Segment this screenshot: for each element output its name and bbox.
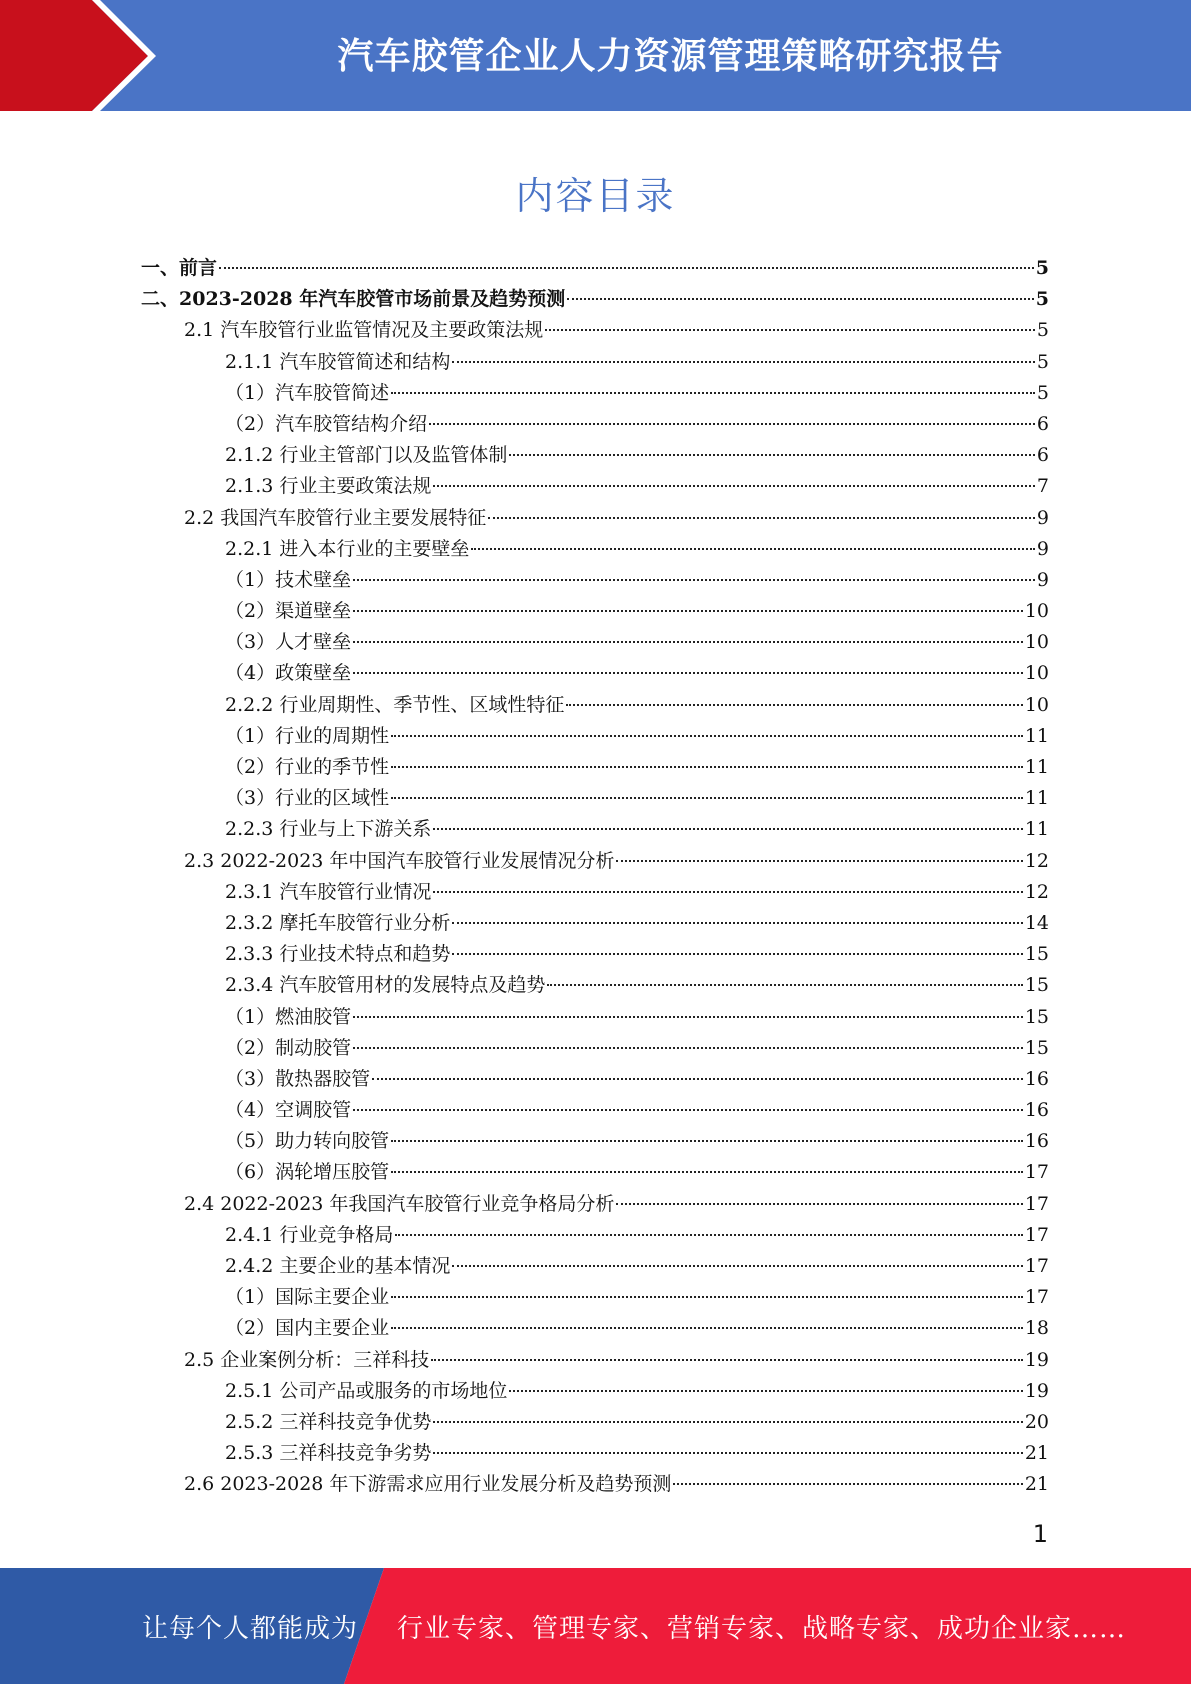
toc-entry-label: 2.3.3 行业技术特点和趋势: [225, 943, 451, 966]
toc-dot-leader: [471, 548, 1035, 550]
toc-entry-page: 17: [1024, 1192, 1049, 1215]
toc-entry-page: 17: [1024, 1286, 1049, 1309]
toc-entry[interactable]: [141, 658, 1049, 689]
toc-entry-label: 2.1.2 行业主管部门以及监管体制: [225, 444, 508, 467]
toc-entry-label: 2.4.1 行业竞争格局: [225, 1223, 394, 1246]
toc-dot-leader: [452, 953, 1022, 955]
toc-entry-label: （1）行业的周期性: [225, 724, 390, 747]
toc-entry[interactable]: [141, 1469, 1049, 1500]
toc-dot-leader: [433, 1452, 1022, 1454]
toc-entry-page: 16: [1024, 1130, 1049, 1153]
toc-dot-leader: [391, 797, 1023, 799]
toc-entry-label: （2）国内主要企业: [225, 1317, 390, 1340]
toc-entry-label: （3）人才壁垒: [225, 631, 352, 654]
toc-entry[interactable]: [141, 378, 1049, 409]
toc-dot-leader: [391, 766, 1023, 768]
toc-entry-label: （2）制动胶管: [225, 1036, 352, 1059]
page-number: 1: [1032, 1520, 1048, 1548]
toc-entry[interactable]: [141, 471, 1049, 502]
toc-entry[interactable]: [141, 1345, 1049, 1376]
toc-entry-page: 18: [1024, 1317, 1049, 1340]
toc-entry[interactable]: [141, 1407, 1049, 1438]
toc-entry-label: 2.2.3 行业与上下游关系: [225, 818, 432, 841]
table-of-contents: [141, 253, 1049, 1501]
toc-entry[interactable]: [141, 315, 1049, 346]
toc-entry-label: （2）行业的季节性: [225, 756, 390, 778]
toc-dot-leader: [391, 1171, 1023, 1173]
toc-entry-label: 2.4 2022-2023 年我国汽车胶管行业竞争格局分析: [184, 1192, 615, 1215]
toc-entry-page: 7: [1036, 475, 1049, 498]
toc-entry-label: 2.2 我国汽车胶管行业主要发展特征: [184, 506, 487, 529]
toc-dot-leader: [566, 704, 1022, 706]
toc-dot-leader: [353, 579, 1035, 581]
toc-entry-page: 10: [1024, 662, 1049, 685]
toc-entry-page: 5: [1036, 319, 1049, 342]
toc-entry[interactable]: [141, 877, 1049, 908]
toc-entry-label: 2.3.4 汽车胶管用材的发展特点及趋势: [225, 974, 546, 997]
toc-entry-page: 17: [1024, 1255, 1049, 1277]
toc-entry[interactable]: [141, 1157, 1049, 1188]
toc-entry-label: 2.5.2 三祥科技竞争优势: [225, 1410, 432, 1433]
toc-entry[interactable]: [141, 846, 1049, 877]
toc-entry-page: 6: [1036, 444, 1049, 467]
toc-dot-leader: [509, 454, 1035, 456]
toc-dot-leader: [545, 329, 1035, 331]
toc-dot-leader: [391, 735, 1023, 737]
toc-entry-label: 2.3.1 汽车胶管行业情况: [225, 880, 432, 903]
toc-dot-leader: [353, 672, 1023, 674]
toc-dot-leader: [219, 267, 1034, 269]
toc-dot-leader: [452, 361, 1035, 363]
toc-entry[interactable]: [141, 409, 1049, 440]
toc-entry-label: （1）国际主要企业: [225, 1286, 390, 1309]
toc-entry-label: 2.1.1 汽车胶管简述和结构: [225, 350, 451, 373]
toc-entry[interactable]: [141, 721, 1049, 752]
toc-entry[interactable]: [141, 627, 1049, 658]
toc-entry[interactable]: [141, 1438, 1049, 1469]
footer-slogan-left: 让每个人都能成为: [142, 1614, 359, 1644]
toc-dot-leader: [431, 1359, 1023, 1361]
toc-entry-page: 5: [1035, 288, 1049, 311]
toc-entry-page: 10: [1024, 631, 1049, 654]
toc-entry-label: 2.5 企业案例分析：三祥科技: [184, 1348, 430, 1371]
toc-entry[interactable]: [141, 690, 1049, 721]
toc-entry[interactable]: [141, 1002, 1049, 1033]
toc-entry-page: 11: [1024, 818, 1049, 841]
toc-entry[interactable]: [141, 814, 1049, 845]
toc-entry-label: （1）技术壁垒: [225, 568, 352, 591]
toc-entry-page: 17: [1024, 1161, 1049, 1184]
toc-entry[interactable]: [141, 1126, 1049, 1157]
toc-entry-page: 20: [1024, 1410, 1049, 1433]
toc-entry[interactable]: [141, 1095, 1049, 1126]
toc-dot-leader: [395, 1234, 1022, 1236]
toc-dot-leader: [547, 984, 1022, 986]
toc-entry-page: 12: [1024, 849, 1049, 872]
toc-dot-leader: [391, 1327, 1023, 1329]
toc-dot-leader: [433, 828, 1022, 830]
toc-entry-label: （1）燃油胶管: [225, 1005, 352, 1028]
toc-dot-leader: [353, 610, 1023, 612]
toc-entry-label: （4）政策壁垒: [225, 662, 352, 685]
toc-entry[interactable]: [141, 284, 1049, 315]
toc-entry-label: （2）渠道壁垒: [225, 600, 352, 623]
toc-entry-label: （3）行业的区域性: [225, 787, 390, 810]
toc-entry-page: 15: [1024, 943, 1049, 966]
toc-dot-leader: [353, 1047, 1023, 1049]
toc-entry-label: 2.5.1 公司产品或服务的市场地位: [225, 1379, 508, 1402]
toc-dot-leader: [509, 1390, 1022, 1392]
toc-dot-leader: [391, 1140, 1023, 1142]
toc-entry-page: 15: [1024, 1005, 1049, 1028]
toc-entry[interactable]: [141, 565, 1049, 596]
toc-entry-page: 21: [1024, 1473, 1049, 1496]
footer-slogan-right: 行业专家、管理专家、营销专家、战略专家、成功企业家……: [397, 1614, 1127, 1644]
toc-entry-page: 19: [1024, 1348, 1049, 1371]
footer-banner: [0, 1568, 1191, 1684]
toc-entry-label: （4）空调胶管: [225, 1099, 352, 1122]
toc-dot-leader: [452, 1265, 1022, 1267]
toc-entry-page: 15: [1024, 1036, 1049, 1059]
toc-entry[interactable]: [141, 1033, 1049, 1064]
toc-entry[interactable]: [141, 440, 1049, 471]
toc-entry-label: 2.2.2 行业周期性、季节性、区域性特征: [225, 693, 565, 716]
toc-dot-leader: [391, 392, 1035, 394]
toc-dot-leader: [353, 1109, 1023, 1111]
toc-entry-label: 二、2023-2028 年汽车胶管市场前景及趋势预测: [141, 288, 566, 311]
toc-entry[interactable]: [141, 908, 1049, 939]
toc-entry-page: 19: [1024, 1379, 1049, 1402]
toc-dot-leader: [616, 1203, 1022, 1205]
toc-entry-page: 16: [1024, 1067, 1049, 1090]
toc-entry-page: 11: [1024, 756, 1049, 778]
toc-entry-page: 17: [1024, 1223, 1049, 1246]
toc-entry[interactable]: [141, 534, 1049, 565]
toc-entry-page: 5: [1036, 381, 1049, 404]
toc-entry[interactable]: [141, 253, 1049, 284]
toc-entry[interactable]: [141, 347, 1049, 378]
toc-dot-leader: [353, 641, 1023, 643]
toc-entry-label: 一、前言: [141, 257, 218, 279]
toc-dot-leader: [433, 891, 1022, 893]
toc-entry-label: 2.1 汽车胶管行业监管情况及主要政策法规: [184, 319, 544, 342]
toc-entry-label: 2.6 2023-2028 年下游需求应用行业发展分析及趋势预测: [184, 1473, 672, 1496]
toc-entry[interactable]: [141, 1064, 1049, 1095]
toc-entry-page: 15: [1024, 974, 1049, 997]
toc-dot-leader: [433, 1421, 1022, 1423]
toc-dot-leader: [616, 860, 1022, 862]
toc-entry[interactable]: [141, 939, 1049, 970]
toc-entry-page: 16: [1024, 1099, 1049, 1122]
toc-entry-page: 10: [1024, 693, 1049, 716]
toc-entry-label: 2.4.2 主要企业的基本情况: [225, 1255, 451, 1277]
toc-entry[interactable]: [141, 970, 1049, 1001]
toc-entry-label: （6）涡轮增压胶管: [225, 1161, 390, 1184]
toc-heading: 内容目录: [515, 174, 676, 218]
toc-dot-leader: [452, 922, 1022, 924]
toc-entry-page: 11: [1024, 787, 1049, 810]
toc-entry-label: （1）汽车胶管简述: [225, 381, 390, 404]
toc-entry[interactable]: [141, 596, 1049, 627]
toc-entry[interactable]: [141, 1376, 1049, 1407]
toc-entry-page: 14: [1024, 911, 1049, 934]
toc-entry[interactable]: [141, 1251, 1049, 1282]
toc-entry-page: 5: [1036, 350, 1049, 373]
toc-dot-leader: [567, 298, 1034, 300]
toc-entry-label: （2）汽车胶管结构介绍: [225, 412, 428, 435]
toc-dot-leader: [353, 1016, 1023, 1018]
toc-dot-leader: [429, 423, 1035, 425]
toc-entry-page: 12: [1024, 880, 1049, 903]
toc-entry-page: 6: [1036, 412, 1049, 435]
toc-entry-page: 10: [1024, 600, 1049, 623]
toc-entry-label: 2.3.2 摩托车胶管行业分析: [225, 911, 451, 934]
toc-dot-leader: [391, 1296, 1023, 1298]
toc-entry-label: （3）散热器胶管: [225, 1067, 371, 1090]
toc-dot-leader: [488, 517, 1035, 519]
toc-dot-leader: [433, 485, 1035, 487]
toc-entry-page: 21: [1024, 1442, 1049, 1465]
toc-dot-leader: [372, 1078, 1023, 1080]
toc-entry-label: 2.1.3 行业主要政策法规: [225, 475, 432, 498]
report-title: 汽车胶管企业人力资源管理策略研究报告: [337, 36, 1004, 77]
toc-entry-page: 11: [1024, 724, 1049, 747]
toc-entry-page: 9: [1036, 537, 1049, 560]
toc-entry-label: 2.2.1 进入本行业的主要壁垒: [225, 537, 470, 560]
toc-entry[interactable]: [141, 1189, 1049, 1220]
toc-entry[interactable]: [141, 1282, 1049, 1313]
toc-entry[interactable]: [141, 752, 1049, 783]
header-banner: [0, 0, 1191, 111]
toc-entry-page: 9: [1036, 506, 1049, 529]
toc-entry-label: 2.3 2022-2023 年中国汽车胶管行业发展情况分析: [184, 849, 615, 872]
toc-entry-label: 2.5.3 三祥科技竞争劣势: [225, 1442, 432, 1465]
toc-dot-leader: [673, 1483, 1022, 1485]
toc-entry[interactable]: [141, 1220, 1049, 1251]
toc-entry-page: 5: [1035, 257, 1049, 279]
toc-entry[interactable]: [141, 1313, 1049, 1344]
toc-entry-page: 9: [1036, 568, 1049, 591]
toc-entry[interactable]: [141, 503, 1049, 534]
toc-entry[interactable]: [141, 783, 1049, 814]
toc-entry-label: （5）助力转向胶管: [225, 1130, 390, 1153]
